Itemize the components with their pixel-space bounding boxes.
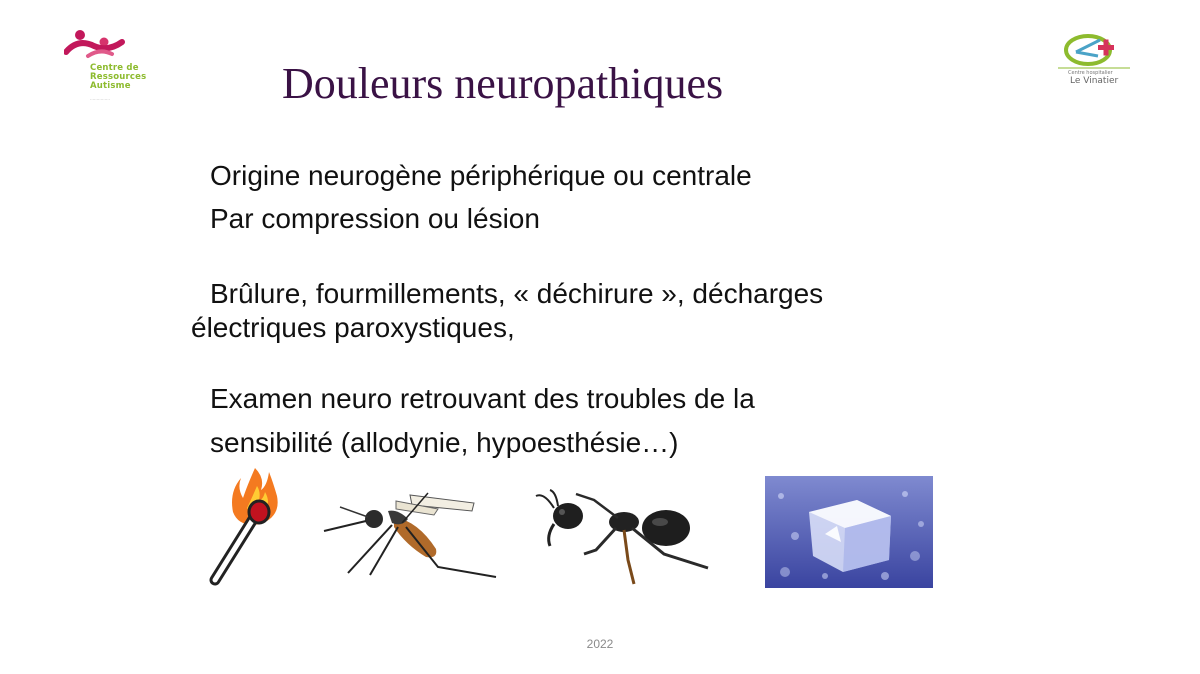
logo-text [90, 64, 146, 91]
logo-right-name: Le Vinatier [1070, 76, 1119, 86]
text-line-1: Origine neurogène périphérique ou centrale [210, 160, 752, 191]
mosquito-icon [318, 487, 504, 579]
match-icon [203, 466, 285, 588]
vinatier-logo-icon [1054, 30, 1134, 72]
text-line-6: sensibilité (allodynie, hypoesthésie…) [210, 427, 679, 458]
ant-icon [532, 488, 714, 592]
logo-line-3: Autisme [90, 81, 131, 91]
people-logo-icon [64, 28, 134, 66]
logo-centre-ressources-autisme [62, 28, 172, 108]
footer-year: 2022 [586, 637, 614, 651]
logo-right-small-text: Centre hospitalier [1068, 70, 1113, 76]
ice-cube-image [765, 476, 933, 588]
logo-line-2: Ressources [90, 72, 147, 82]
text-line-2: Par compression ou lésion [210, 203, 540, 234]
text-line-5: Examen neuro retrouvant des troubles de la [210, 383, 755, 414]
slide-title: Douleurs neuropathiques [282, 59, 724, 108]
logo-line-1: Centre de [90, 63, 139, 73]
logo-le-vinatier [1050, 30, 1140, 90]
text-line-3: Brûlure, fourmillements, « déchirure », décharges [210, 278, 824, 309]
text-line-4: électriques paroxystiques, [191, 312, 515, 343]
logo-subtext: …………… [90, 96, 110, 101]
